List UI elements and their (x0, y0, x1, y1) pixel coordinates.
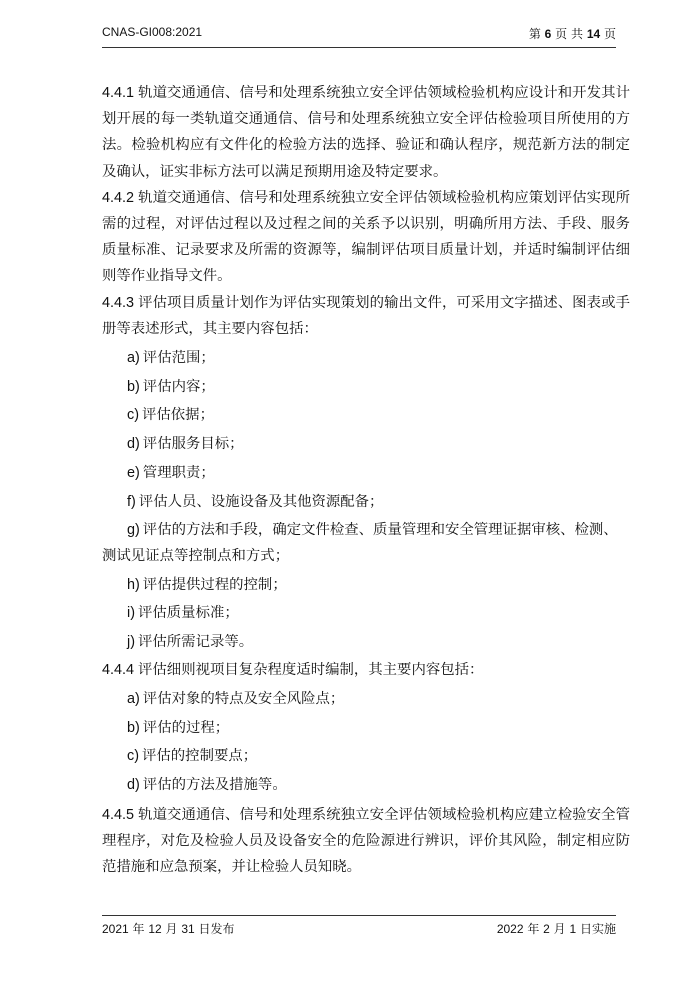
list-item: f) 评估人员、设施设备及其他资源配备； (127, 493, 384, 510)
section-text: 轨道交通通信、信号和处理系统独立安全评估领域检验机构应建立检验安全管理程序，对危及检验人员及设备安全的危险源进行辨识，评价其风险，制定相应防范措施和应急预案，并让检验人员知晓。 (102, 806, 630, 876)
page-total: 14 (586, 27, 601, 41)
list-item: e) 管理职责； (127, 464, 215, 481)
section-text: 评估细则视项目复杂程度适时编制，其主要内容包括： (138, 661, 484, 678)
list-item: c) 评估的控制要点； (127, 748, 258, 765)
section-number: 4.4.5 (102, 806, 135, 823)
section-text: 轨道交通通信、信号和处理系统独立安全评估领域检验机构应设计和开发其计划开展的每一类轨道交通通信、信号和处理系统独立安全评估检验项目所使用的方法。检验机构应有文件化的检验方法的选择、验证和确认程序，规范新方法的制定及确认，证实非标方法可以满足预期用途及特定要求。 (102, 85, 630, 180)
list-item: d) 评估的方法及措施等。 (127, 777, 287, 794)
section-number: 4.4.3 (102, 294, 135, 311)
section-4-4-4 (102, 657, 630, 683)
section-number: 4.4.1 (102, 85, 135, 101)
section-4-4-3 (102, 290, 630, 342)
list-item: d) 评估服务目标； (127, 436, 244, 453)
list-item: a) 评估对象的特点及安全风险点； (127, 690, 345, 707)
section-number: 4.4.2 (102, 189, 135, 206)
page-header (102, 19, 616, 48)
document-id: CNAS-GI008:2021 (102, 25, 203, 39)
list-item: g) 评估的方法和手段，确定文件检查、质量管理和安全管理证据审核、检测、测试见证点等控制点和方式； (102, 522, 618, 565)
list-item: b) 评估的过程； (127, 719, 230, 736)
list-item: h) 评估提供过程的控制； (127, 576, 287, 593)
issue-date: 2021 年 12 月 31 日发布 (102, 922, 235, 936)
list-item: i) 评估质量标准； (127, 605, 239, 622)
page-indicator: 第 6 页 共 14 页 (528, 27, 616, 41)
section-text: 评估项目质量计划作为评估实现策划的输出文件，可采用文字描述、图表或手册等表述形式，其主要内容包括： (102, 294, 630, 337)
page-footer (102, 915, 616, 938)
section-4-4-5 (102, 802, 630, 881)
section-text: 轨道交通通信、信号和处理系统独立安全评估领域检验机构应策划评估实现所需的过程，对评估过程以及过程之间的关系予以识别，明确所用方法、手段、服务质量标准、记录要求及所需的资源等，编制评估项目质量计划，并适时编制评估细则等作业指导文件。 (102, 189, 630, 285)
list-item: a) 评估范围； (127, 350, 215, 367)
list-item: j) 评估所需记录等。 (127, 634, 254, 651)
document-body (102, 80, 630, 880)
list-item: c) 评估依据； (127, 407, 214, 424)
list-item: b) 评估内容； (127, 378, 215, 395)
implementation-date: 2022 年 2 月 1 日实施 (496, 922, 616, 936)
section-number: 4.4.4 (102, 661, 135, 678)
section-4-4-2 (102, 185, 630, 290)
section-4-4-1 (102, 80, 630, 185)
page-number: 6 (544, 27, 552, 41)
